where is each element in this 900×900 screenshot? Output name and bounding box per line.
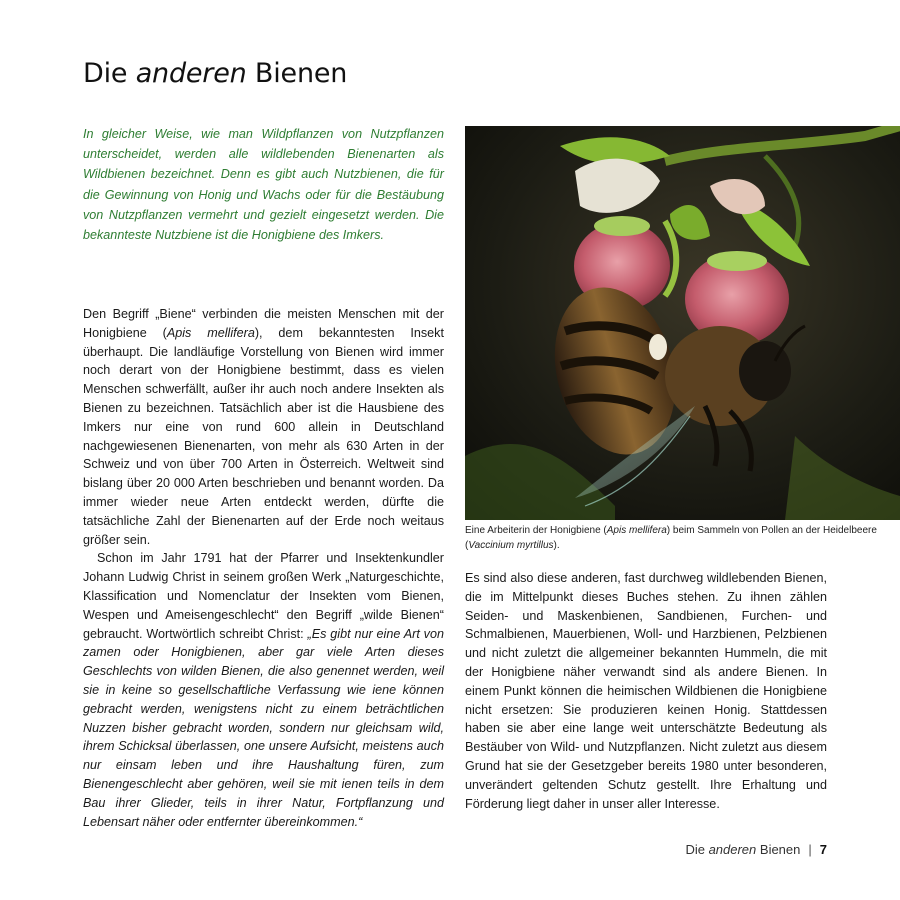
body-paragraph-3: Es sind also diese anderen, fast durchweg wildlebenden Bienen, die im Mittelpunkt dieses Buches stehen. Zu ihnen zählen Seiden- und Maskenbienen, Sandbienen, Furchen- und Schmalbienen, Mauerbienen, Woll- und Harzbienen, Pelzbienen und nicht zuletzt die allgemeiner bekannten Hummeln, die mit der Honigbiene näher verwandt sind als andere Bienen. In einem Punkt können die heimischen Wildbienen die Honigbiene nicht ersetzen: Sie produzieren keinen Honig. Stattdessen haben sie aber eine lange weit unterschätzte Bedeutung als Bestäuber von Wild- und Nutzpflanzen. Nicht zuletzt aus diesem Grund hat sie der Gesetzgeber bereits 1980 unter besonderen, unverändert geltenden Schutz gestellt. Ihre Erhaltung und Förderung liegt daher in unser aller Interesse. <box>465 571 827 811</box>
species-name: Apis mellifera <box>166 325 255 340</box>
page-number: 7 <box>819 842 827 857</box>
bee-photo <box>465 126 900 520</box>
bee-on-blueberry-illustration <box>465 126 900 520</box>
footer-separator: | <box>808 842 812 857</box>
running-footer <box>685 842 827 857</box>
lead-paragraph: In gleicher Weise, wie man Wildpflanzen von Nutzpflanzen unterscheidet, werden alle wildlebenden Bienenarten als Wildbienen bezeichnet. Denn es gibt auch Nutzbienen, die für die Gewinnung von Honig und Wachs oder für die Bestäubung von Nutzpflanzen vermehrt und gezielt eingesetzt werden. Die bekannteste Nutzbiene ist die Honigbiene des Imkers. <box>83 127 444 243</box>
text-run: ) beim Sammeln von Pollen an der Heidelbeere ( <box>465 525 877 551</box>
species-name: Vaccinium myrtillus <box>468 540 554 551</box>
left-column <box>83 305 444 831</box>
title-pre: Die <box>83 58 136 89</box>
footer-emphasis: anderen <box>708 842 757 857</box>
right-column <box>465 569 827 813</box>
species-name: Apis mellifera <box>606 525 667 536</box>
text-run: Schon im Jahr 1791 hat der Pfarrer und Insektenkundler Johann Ludwig Christ in seinem großen Werk „Naturgeschichte, Klassification und Nomenclatur der Insekten vom Bienen, Wespen und Ameisengeschlecht“ den Begriff „wilde Bienen“ gebraucht. Wortwörtlich schreibt Christ: <box>83 551 444 641</box>
page-title <box>83 58 347 89</box>
footer-text: Die <box>685 842 709 857</box>
title-emphasis: anderen <box>135 58 247 89</box>
quote: „Es gibt nur eine Art von zamen oder Honigbienen, aber gar viele Arten dieses Geschlechts von wilden Bienen, die also genennet werden, weil sie in keine so gesellschaftliche Verfassung wie iene können gebracht werden, wenigstens nicht zu einem beträchtlichen Nuzzen bisher gebracht worden, sondern nur gleichsam wild, ihrem Schicksal überlassen, one unsere Aufsicht, meistens auch nur einsam leben und ihre Haushaltung füren, zum Bienengeschlecht aber gehören, weil sie mit ienen teils in dem Bau ihrer Glieder, teils in ihrer Natur, Fortpflanzung und Lebensart näher oder entfernter übereinkommen.“ <box>83 626 444 829</box>
text-run: ), dem bekanntesten Insekt überhaupt. Die landläufige Vorstellung von Bienen wird immer noch derart von der Honigbiene bestimmt, dass es vielen Menschen schwerfällt, außer ihr auch noch andere Insekten als Bienen zu bezeichnen. Tatsächlich aber ist die Hausbiene des Imkers nur eine von rund 600 allein in Deutschland nachgewiesenen Bienenarten, von mehr als 630 Arten in der Schweiz und von über 700 Arten in Österreich. Weltweit sind bislang über 20 000 Arten beschrieben und benannt worden. Da immer wieder neue Arten entdeckt werden, dürfte die tatsächliche Zahl der Bienenarten auf der Erde noch weitaus größer sein. <box>83 325 444 547</box>
text-run: ). <box>553 540 560 551</box>
photo-caption <box>465 523 885 553</box>
text-run: Den Begriff „Biene“ verbinden die meisten Menschen mit der Honigbiene ( <box>83 307 444 340</box>
body-paragraph-1 <box>83 305 444 549</box>
title-post: Bienen <box>246 58 348 89</box>
footer-text: Bienen <box>756 842 801 857</box>
text-run: Eine Arbeiterin der Honigbiene ( <box>465 525 607 536</box>
body-paragraph-2 <box>83 549 444 831</box>
